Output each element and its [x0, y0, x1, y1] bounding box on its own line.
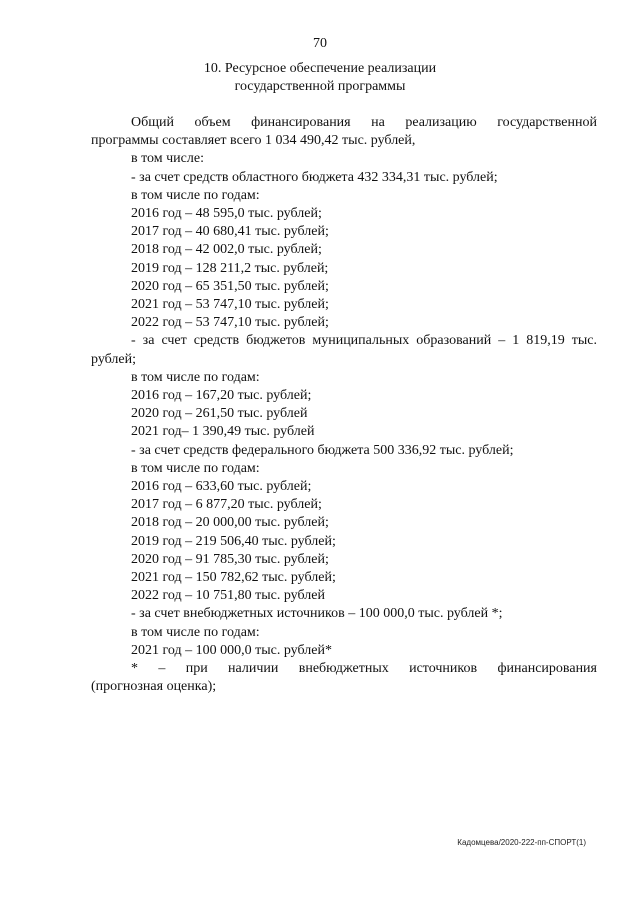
body-line: 2022 год – 53 747,10 тыс. рублей;: [131, 315, 329, 331]
body-line: 2016 год – 633,60 тыс. рублей;: [131, 479, 312, 495]
body-line: 2020 год – 261,50 тыс. рублей: [131, 406, 308, 422]
note-line-2: (прогнозная оценка);: [91, 679, 217, 695]
body-line: в том числе:: [131, 151, 204, 167]
body-line: 2018 год – 42 002,0 тыс. рублей;: [131, 242, 322, 258]
body-line: в том числе по годам:: [131, 460, 260, 476]
body-line: 2018 год – 20 000,00 тыс. рублей;: [131, 515, 329, 531]
body-line: 2019 год – 128 211,2 тыс. рублей;: [131, 260, 329, 276]
document-body: [91, 114, 597, 697]
intro-line-2: программы составляет всего 1 034 490,42 тыс. рублей,: [91, 133, 416, 149]
document-reference: Кадомцева/2020-222-пп-СПОРТ(1): [457, 838, 586, 847]
body-line: - за счет средств федерального бюджета 500 336,92 тыс. рублей;: [131, 442, 514, 458]
body-line: 2017 год – 6 877,20 тыс. рублей;: [131, 497, 322, 513]
body-line: 2021 год– 1 390,49 тыс. рублей: [131, 424, 315, 440]
body-line: 2016 год – 167,20 тыс. рублей;: [131, 388, 312, 404]
body-line: 2022 год – 10 751,80 тыс. рублей: [131, 588, 325, 604]
section-heading: [0, 60, 640, 96]
note-line-1: * – при наличии внебюджетных источников финансирования: [131, 661, 597, 677]
body-line: в том числе по годам:: [131, 369, 260, 385]
municipal-line-1: - за счет средств бюджетов муниципальных образований – 1 819,19 тыс.: [131, 333, 597, 349]
page-number: 70: [313, 36, 327, 51]
body-line: - за счет средств областного бюджета 432 334,31 тыс. рублей;: [131, 169, 498, 185]
body-line: 2019 год – 219 506,40 тыс. рублей;: [131, 533, 336, 549]
body-line: 2017 год – 40 680,41 тыс. рублей;: [131, 224, 329, 240]
body-line: 2020 год – 65 351,50 тыс. рублей;: [131, 278, 329, 294]
municipal-line-2: рублей;: [91, 351, 136, 367]
section-heading-line-1: 10. Ресурсное обеспечение реализации: [203, 61, 437, 76]
body-line: 2020 год – 91 785,30 тыс. рублей;: [131, 551, 329, 567]
body-line: в том числе по годам:: [131, 624, 260, 640]
body-line: 2021 год – 150 782,62 тыс. рублей;: [131, 570, 336, 586]
body-line: 2016 год – 48 595,0 тыс. рублей;: [131, 206, 322, 222]
section-heading-line-2: государственной программы: [234, 79, 406, 94]
body-line: - за счет внебюджетных источников – 100 000,0 тыс. рублей *;: [131, 606, 503, 622]
intro-line-1: Общий объем финансирования на реализацию государственной: [131, 115, 597, 130]
body-line: 2021 год – 53 747,10 тыс. рублей;: [131, 297, 329, 313]
body-line: 2021 год – 100 000,0 тыс. рублей*: [131, 642, 332, 658]
body-line: в том числе по годам:: [131, 187, 260, 203]
